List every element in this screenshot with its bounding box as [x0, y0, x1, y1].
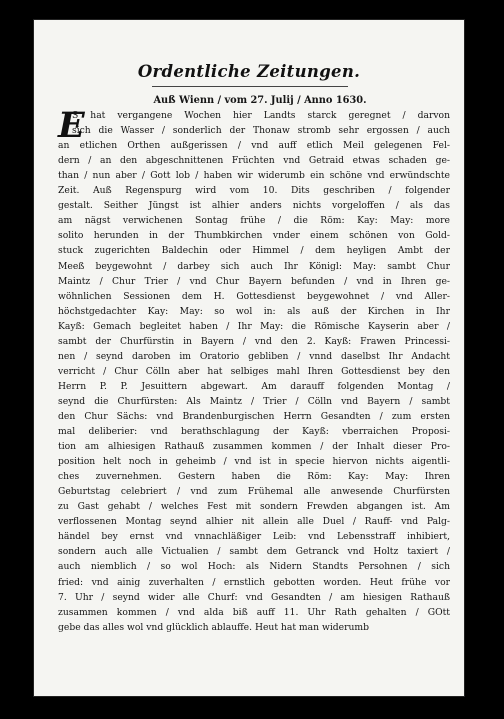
text-line: than / nun aber / Gott lob / haben wir widerumb ein schöne vnd erwündschte	[58, 170, 450, 182]
page-title: Ordentliche Zeitungen.	[137, 62, 361, 81]
text-line: position helt noch in geheimb / vnd ist in specie hiervon nichts aigentli-	[58, 456, 450, 468]
article-lines	[58, 105, 450, 635]
text-line: an etlichen Orthen außgerissen / vnd auff etlich Meil gelegenen Fel-	[58, 140, 450, 152]
text-line: mal deliberier: vnd berathschlagung der Kayß: vberraichen Proposi-	[58, 426, 450, 438]
text-line: sich die Wasser / sonderlich der Thonaw stromb sehr ergossen / auch	[72, 125, 450, 137]
text-line: nen / seynd daroben im Oratorio gebliben / vnnd daselbst Ihr Andacht	[58, 350, 450, 362]
title-rule	[152, 86, 348, 87]
text-line: händel bey ernst vnd vnnachläßiger Leib: vnd Lebensstraff inhibiert,	[58, 531, 450, 543]
text-line: sondern auch alle Victualien / sambt dem Getranck vnd Holtz taxiert /	[58, 546, 450, 558]
text-line: gestalt. Seither Jüngst ist alhier anders nichts vorgeloffen / als das	[58, 200, 450, 212]
text-line: höchstgedachter Kay: May: so wol in: als auß der Kirchen in Ihr	[58, 305, 450, 317]
text-line: solito herunden in der Thumbkirchen vnder einem schönen von Gold-	[58, 230, 450, 242]
article-body	[58, 93, 450, 635]
text-line: sambt der Churfürstin in Bayern / vnd den 2. Kayß: Frawen Princessi-	[58, 335, 450, 347]
text-line: 7. Uhr / seynd wider alle Churf: vnd Gesandten / am hiesigen Rathauß	[58, 591, 450, 603]
text-line: Maintz / Chur Trier / vnd Chur Bayern befunden / vnd in Ihren ge-	[58, 275, 450, 287]
text-line: auch niemblich / so wol Hoch: als Nidern Standts Persohnen / sich	[58, 561, 450, 573]
text-line: tion am alhiesigen Rathauß zusammen kommen / der Inhalt dieser Pro-	[58, 441, 450, 453]
text-line: Herrn P. P. Jesuittern abgewart. Am darauff folgenden Montag /	[58, 380, 450, 392]
text-line: Zeit. Auß Regenspurg wird vom 10. Dits geschriben / folgender	[58, 185, 450, 197]
text-line: ches zuvernehmen. Gestern haben die Röm: Kay: May: Ihren	[58, 471, 450, 483]
text-line: Kayß: Gemach begleitet haben / Ihr May: die Römische Kayserin aber /	[58, 320, 450, 332]
text-line: wöhnlichen Sessionen dem H. Gottesdienst beygewohnet / vnd Aller-	[58, 290, 450, 302]
text-line: den Chur Sächs: vnd Brandenburgischen Herrn Gesandten / zum ersten	[58, 410, 450, 422]
drop-cap: E	[58, 105, 85, 146]
text-line: seynd die Churfürsten: Als Maintz / Trier / Cölln vnd Bayern / sambt	[58, 395, 450, 407]
text-line: fried: vnd ainig zuverhalten / ernstlich gebotten worden. Heut frühe vor	[58, 576, 450, 588]
text-line: stuck zugerichten Baldechin oder Himmel / dem heyligen Ambt der	[58, 245, 450, 257]
text-line: Geburtstag celebriert / vnd zum Frühemal alle anwesende Churfürsten	[58, 486, 450, 498]
newspaper-page	[34, 20, 464, 696]
text-line: am nägst verwichenen Sontag frühe / die Röm: Kay: May: more	[58, 215, 450, 227]
text-line: S hat vergangene Wochen hier Landts starck geregnet / darvon	[72, 110, 450, 122]
text-line: Meeß beygewohnt / darbey sich auch Ihr Königl: May: sambt Chur	[58, 260, 450, 272]
text-line: zusammen kommen / vnd alda biß auff 11. Uhr Rath gehalten / GOtt	[58, 606, 450, 618]
text-line: dern / an den abgeschnittenen Früchten vnd Getraid etwas schaden ge-	[58, 155, 450, 167]
text-line: gebe das alles wol vnd glücklich ablauffe. Heut hat man widerumb	[58, 621, 369, 633]
dateline: Auß Wienn / vom 27. Julij / Anno 1630.	[153, 95, 367, 106]
text-line: verflossenen Montag seynd alhier nit allein alle Duel / Rauff- vnd Palg-	[58, 516, 450, 528]
text-line: verricht / Chur Cölln aber hat selbiges mahl Ihren Gottesdienst bey den	[58, 365, 450, 377]
text-line: zu Gast gehabt / welches Fest mit sondern Frewden abgangen ist. Am	[58, 501, 450, 513]
